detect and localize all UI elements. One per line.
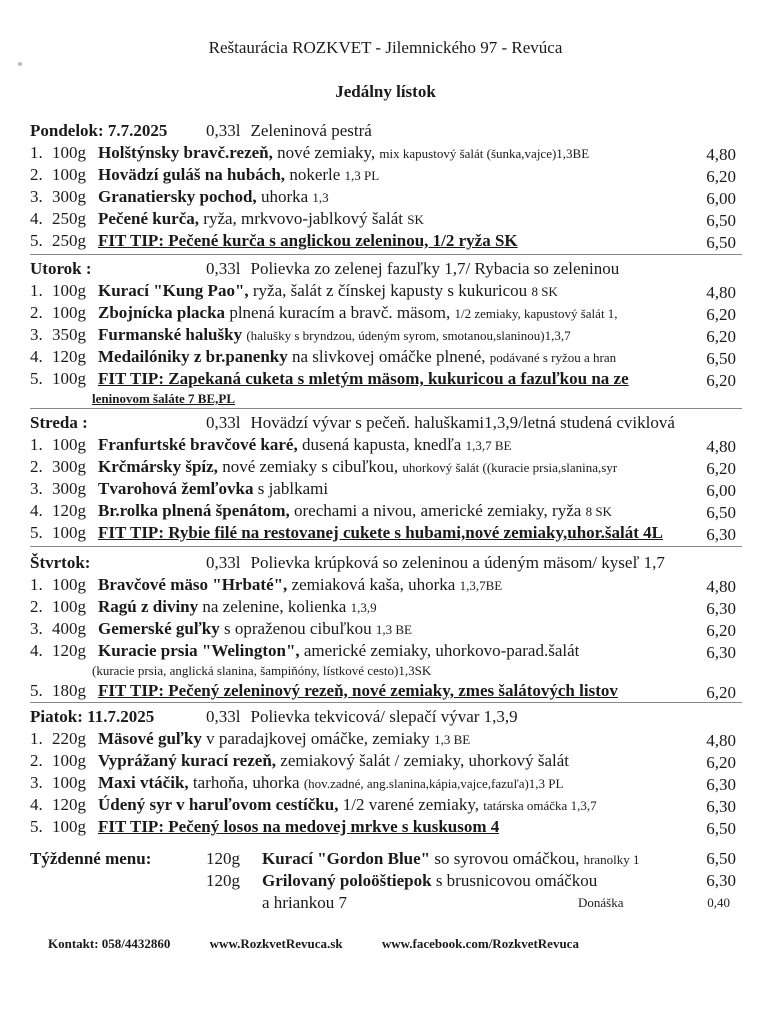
item-number: 3. (30, 325, 43, 344)
facebook-link[interactable]: www.facebook.com/RozkvetRevuca (381, 936, 579, 951)
soup: 0,33l Polievka tekvicová/ slepačí vývar 1,3,9 (206, 707, 518, 726)
separator (30, 408, 742, 409)
item-number: 4. (30, 795, 43, 814)
item-description: Kuracie prsia "Welington", americké zemiaky, uhorkovo-parad.šalát (98, 641, 580, 660)
item-weight: 100g (52, 773, 86, 792)
menu-item (30, 500, 750, 522)
item-note: (kuracie prsia, anglická slanina, šampiňóny, lístkové cesto)1,3SK (92, 663, 432, 678)
soup: 0,33l Polievka krúpková so zeleninou a údeným mäsom/ kyseľ 1,7 (206, 553, 665, 572)
menu-item (30, 164, 750, 186)
item-number: 3. (30, 479, 43, 498)
day-thursday (30, 552, 750, 702)
menu-item (30, 434, 750, 456)
item-number: 4. (30, 347, 43, 366)
item-weight: 180g (52, 681, 86, 700)
menu-item (30, 208, 750, 230)
item-description: Mäsové guľky v paradajkovej omáčke, zemiaky 1,3 BE (98, 729, 471, 748)
day-tuesday (30, 258, 750, 408)
item-weight: 120g (52, 641, 86, 660)
day-name: Piatok: 11.7.2025 (30, 707, 155, 726)
item-number: 4. (30, 209, 43, 228)
item-note: leninovom šaláte 7 BE,PL (92, 391, 236, 406)
item-number: 5. (30, 681, 43, 700)
item-weight: 100g (52, 523, 86, 542)
item-description: Ragú z diviny na zelenine, kolienka 1,3,9 (98, 597, 377, 616)
menu-item (30, 596, 750, 618)
item-weight: 100g (52, 281, 86, 300)
menu-item (30, 680, 750, 702)
item-number: 5. (30, 231, 43, 250)
day-name: Štvrtok: (30, 553, 91, 572)
menu-item (30, 750, 750, 772)
item-description: Tvarohová žemľovka s jablkami (98, 479, 329, 498)
item-description: Vyprážaný kurací rezeň, zemiakový šalát / zemiaky, uhorkový šalát (98, 751, 570, 770)
menu-item (30, 794, 750, 816)
item-weight: 120g (52, 795, 86, 814)
item-weight: 100g (52, 143, 86, 162)
item-price: 6,50 (706, 211, 736, 230)
weekly-label: Týždenné menu: (30, 849, 152, 868)
item-description: Franfurtské bravčové karé, dusená kapusta, knedľa 1,3,7 BE (98, 435, 512, 454)
item-description: Hovädzí guláš na hubách, nokerle 1,3 PL (98, 165, 380, 184)
item-number: 1. (30, 435, 43, 454)
item-number: 1. (30, 281, 43, 300)
menu-item (30, 280, 750, 302)
item-weight: 100g (52, 435, 86, 454)
item-price: 6,00 (706, 189, 736, 208)
item-description: FIT TIP: Pečený zeleninový rezeň, nové zemiaky, zmes šalátových listov (98, 681, 618, 700)
item-weight: 120g (206, 849, 240, 868)
item-price: 6,00 (706, 481, 736, 500)
item-weight: 120g (52, 347, 86, 366)
day-name: Pondelok: 7.7.2025 (30, 121, 168, 140)
menu-item (30, 302, 750, 324)
menu-item (30, 772, 750, 794)
menu-item (30, 230, 750, 252)
item-price: 4,80 (706, 577, 736, 596)
separator (30, 702, 742, 703)
weekly-item-name: Grilovaný poloöštiepok s brusnicovou omáčkou (262, 871, 598, 890)
item-weight: 100g (52, 597, 86, 616)
item-price: 6,20 (706, 167, 736, 186)
menu-item (30, 346, 750, 368)
separator (30, 546, 742, 547)
item-price: 6,50 (706, 233, 736, 252)
item-weight: 250g (52, 231, 86, 250)
item-weight: 300g (52, 457, 86, 476)
item-price: 6,50 (706, 349, 736, 368)
item-weight: 120g (206, 871, 240, 890)
item-description: Maxi vtáčik, tarhoňa, uhorka (hov.zadné, ang.slanina,kápia,vajce,fazuľa)1,3 PL (98, 773, 564, 792)
item-description: Bravčové mäso "Hrbaté", zemiaková kaša, uhorka 1,3,7BE (98, 575, 503, 594)
website-link[interactable]: www.RozkvetRevuca.sk (209, 936, 343, 951)
day-friday (30, 706, 750, 838)
item-weight: 300g (52, 187, 86, 206)
item-number: 2. (30, 597, 43, 616)
item-price: 6,50 (706, 503, 736, 522)
item-number: 1. (30, 729, 43, 748)
menu-item (30, 522, 750, 544)
menu-item (30, 574, 750, 596)
item-price: 6,20 (706, 753, 736, 772)
menu-item (30, 324, 750, 346)
item-description: Granatiersky pochod, uhorka 1,3 (98, 187, 329, 206)
menu-item (30, 640, 750, 662)
item-price: 6,20 (706, 621, 736, 640)
item-price: 4,80 (706, 283, 736, 302)
menu-item (30, 368, 750, 390)
item-description: Furmanské halušky (halušky s bryndzou, údeným syrom, smotanou,slaninou)1,3,7 (98, 325, 571, 344)
item-description: Br.rolka plnená špenátom, orechami a nivou, americké zemiaky, ryža 8 SK (98, 501, 612, 520)
item-number: 2. (30, 751, 43, 770)
item-weight: 100g (52, 369, 86, 388)
item-price: 6,30 (706, 525, 736, 544)
item-price: 6,20 (706, 305, 736, 324)
menu-item (30, 816, 750, 838)
item-price: 6,50 (706, 819, 736, 838)
item-price: 6,20 (706, 459, 736, 478)
item-price: 6,20 (706, 327, 736, 346)
item-description: Medailóniky z br.panenky na slivkovej omáčke plnené, podávané s ryžou a hran (98, 347, 617, 366)
item-weight: 100g (52, 575, 86, 594)
item-description: Krčmársky špíz, nové zemiaky s cibuľkou, uhorkový šalát ((kuracie prsia,slanina,syr (98, 457, 618, 476)
item-number: 2. (30, 303, 43, 322)
item-price: 6,30 (706, 643, 736, 662)
delivery-price: 0,40 (707, 895, 730, 910)
day-monday (30, 120, 750, 252)
menu-item (30, 728, 750, 750)
menu-item (30, 186, 750, 208)
weekly-item-extra: a hriankou 7 (262, 893, 347, 912)
scan-speck (18, 62, 22, 66)
item-description: FIT TIP: Pečený losos na medovej mrkve s kuskusom 4 (98, 817, 500, 836)
item-weight: 250g (52, 209, 86, 228)
item-number: 3. (30, 187, 43, 206)
item-price: 4,80 (706, 731, 736, 750)
item-number: 5. (30, 817, 43, 836)
soup: 0,33l Hovädzí vývar s pečeň. haluškami1,3,9/letná studená cviklová (206, 413, 675, 432)
item-description: Pečené kurča, ryža, mrkvovo-jablkový šalát SK (98, 209, 424, 228)
item-price: 4,80 (706, 437, 736, 456)
item-number: 5. (30, 369, 43, 388)
menu-item (30, 618, 750, 640)
menu-item (30, 478, 750, 500)
item-description: Zbojnícka placka plnená kuracím a bravč. mäsom, 1/2 zemiaky, kapustový šalát 1, (98, 303, 618, 322)
menu-title: Jedálny lístok (335, 82, 436, 101)
item-price: 6,30 (706, 599, 736, 618)
soup: 0,33l Zeleninová pestrá (206, 121, 372, 140)
weekly-item-name: Kurací "Gordon Blue" so syrovou omáčkou, hranolky 1 (262, 849, 640, 868)
item-weight: 120g (52, 501, 86, 520)
menu-item (30, 456, 750, 478)
contact-phone: Kontakt: 058/4432860 (48, 936, 171, 951)
item-price: 6,30 (706, 797, 736, 816)
item-description: Gemerské guľky s opraženou cibuľkou 1,3 BE (98, 619, 412, 638)
item-description: Holštýnsky bravč.rezeň, nové zemiaky, mix kapustový šalát (šunka,vajce)1,3BE (98, 143, 590, 162)
item-number: 5. (30, 523, 43, 542)
item-weight: 100g (52, 751, 86, 770)
item-number: 3. (30, 773, 43, 792)
item-weight: 350g (52, 325, 86, 344)
day-name: Utorok : (30, 259, 92, 278)
delivery-label: Donáška (578, 895, 624, 910)
soup: 0,33l Polievka zo zelenej fazuľky 1,7/ Rybacia so zeleninou (206, 259, 620, 278)
item-price: 6,20 (706, 683, 736, 702)
item-price: 6,50 (706, 849, 736, 868)
item-description: FIT TIP: Rybie filé na restovanej cukete s hubami,nové zemiaky,uhor.šalát 4L (98, 523, 664, 542)
item-description: FIT TIP: Zapekaná cuketa s mletým mäsom, kukuricou a fazuľkou na ze (98, 369, 629, 388)
item-number: 2. (30, 165, 43, 184)
item-description: Kurací "Kung Pao", ryža, šalát z čínskej kapusty s kukuricou 8 SK (98, 281, 558, 300)
item-number: 4. (30, 641, 43, 660)
item-weight: 220g (52, 729, 86, 748)
separator (30, 254, 742, 255)
item-weight: 400g (52, 619, 86, 638)
item-number: 2. (30, 457, 43, 476)
item-price: 4,80 (706, 145, 736, 164)
day-name: Streda : (30, 413, 88, 432)
item-price: 6,30 (706, 775, 736, 794)
item-number: 3. (30, 619, 43, 638)
day-wednesday (30, 412, 750, 544)
item-price: 6,20 (706, 371, 736, 390)
item-weight: 100g (52, 165, 86, 184)
weekly-menu (30, 848, 750, 914)
menu-item (30, 142, 750, 164)
item-price: 6,30 (706, 871, 736, 890)
item-description: FIT TIP: Pečené kurča s anglickou zeleninou, 1/2 ryža SK (98, 231, 518, 250)
item-description: Údený syr v haruľovom cestíčku, 1/2 varené zemiaky, tatárska omáčka 1,3,7 (98, 795, 597, 814)
footer (48, 936, 615, 952)
item-weight: 300g (52, 479, 86, 498)
item-weight: 100g (52, 303, 86, 322)
restaurant-header: Reštaurácia ROZKVET - Jilemnického 97 - Revúca (208, 38, 563, 57)
item-number: 4. (30, 501, 43, 520)
item-number: 1. (30, 575, 43, 594)
item-weight: 100g (52, 817, 86, 836)
item-number: 1. (30, 143, 43, 162)
